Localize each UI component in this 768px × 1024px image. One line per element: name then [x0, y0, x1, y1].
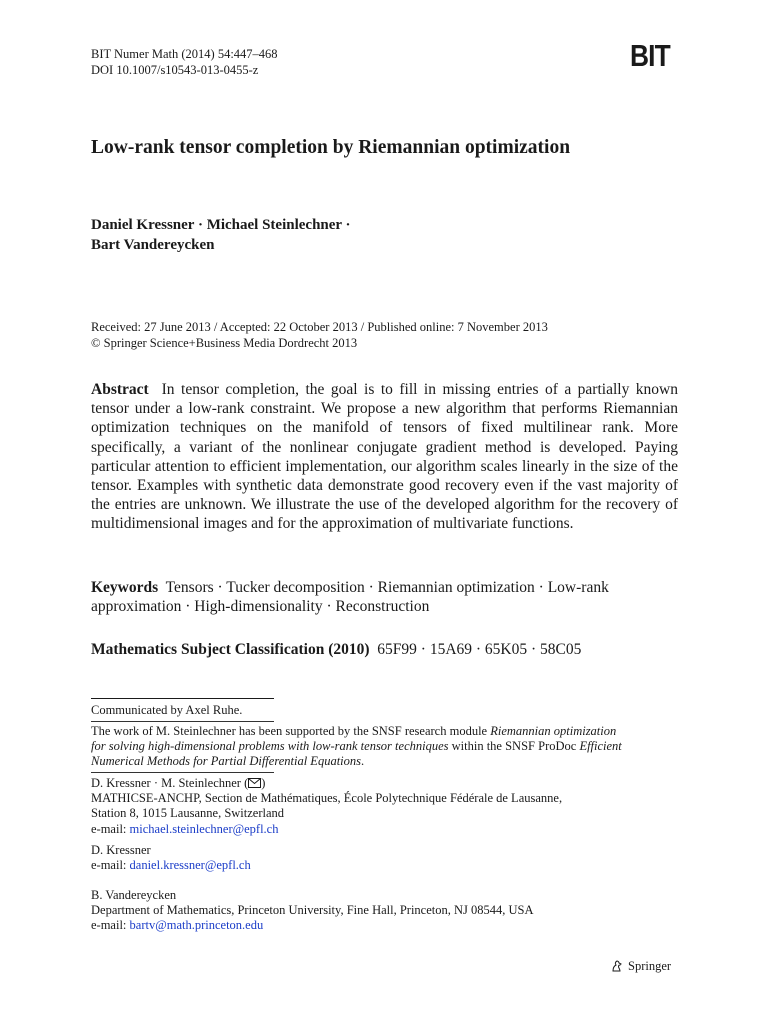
subject-classification	[91, 640, 678, 659]
abstract	[91, 380, 678, 534]
funding-end: .	[361, 754, 365, 769]
affiliation-2	[91, 843, 651, 873]
author-list	[91, 215, 651, 255]
footnote-divider	[91, 721, 274, 722]
affiliation-1	[91, 776, 651, 837]
footnote-divider	[91, 772, 274, 773]
affiliation-1-line-2: Station 8, 1015 Lausanne, Switzerland	[91, 806, 285, 821]
email-link-vandereycken[interactable]: bartv@math.princeton.edu	[129, 918, 264, 933]
communicated-by: Communicated by Axel Ruhe.	[91, 703, 243, 717]
publisher-name: Springer	[628, 959, 672, 973]
funding-module: Riemannian optimization for solving high-dimensional problems with low-rank tensor techniques	[91, 724, 617, 754]
funding-mid: within the SNSF ProDoc	[448, 739, 580, 754]
paper-title: Low-rank tensor completion by Riemannian optimization	[91, 137, 571, 158]
authors-line-2: Bart Vandereycken	[91, 237, 215, 253]
doi: DOI 10.1007/s10543-013-0455-z	[91, 63, 259, 77]
affiliation-3-line-1: Department of Mathematics, Princeton University, Fine Hall, Princeton, NJ 08544, USA	[91, 903, 534, 918]
envelope-icon	[248, 778, 261, 788]
journal-reference: BIT Numer Math (2014) 54:447–468	[91, 47, 278, 61]
springer-horse-icon	[610, 959, 624, 973]
keywords-text: Tensors · Tucker decomposition · Riemannian optimization · Low-rank approximation · High-dimensionality · Reconstruction	[91, 579, 609, 615]
authors-line-1: Daniel Kressner · Michael Steinlechner ·	[91, 217, 351, 233]
footnote-rule	[91, 698, 274, 699]
email-link-steinlechner[interactable]: michael.steinlechner@epfl.ch	[129, 821, 279, 836]
funding-note	[91, 724, 631, 770]
abstract-label: Abstract	[91, 381, 149, 398]
bit-logo: BIT	[630, 38, 670, 73]
received-dates: Received: 27 June 2013 / Accepted: 22 October 2013 / Published online: 7 November 2013	[91, 320, 548, 334]
affiliation-1-names: D. Kressner · M. Steinlechner ( )	[91, 776, 266, 790]
keywords-label: Keywords	[91, 579, 159, 596]
keywords	[91, 578, 678, 616]
msc-codes: 65F99 · 15A69 · 65K05 · 58C05	[377, 641, 582, 658]
abstract-text: In tensor completion, the goal is to fill in missing entries of a partially known tensor under a low-rank constraint. We propose a new algorithm that performs Riemannian optimization techniques on the manifold of tensors of fixed multilinear rank. More specifically, a variant of the nonlinear conjugate gradient method is developed. Paying particular attention to efficient implementation, our algorithm scales linearly in the size of the tensor. Examples with synthetic data demonstrate good recovery even if the vast majority of the entries are unknown. We illustrate the use of the developed algorithm for the recovery of multidimensional images and for the approximation of multivariate functions.	[91, 381, 678, 533]
affiliation-2-email-row: e-mail: daniel.kressner@epfl.ch	[91, 858, 251, 873]
publication-dates	[91, 319, 691, 351]
copyright: © Springer Science+Business Media Dordrecht 2013	[91, 336, 358, 350]
affiliation-2-name: D. Kressner	[91, 843, 151, 857]
affiliation-1-email-row: e-mail: michael.steinlechner@epfl.ch	[91, 821, 279, 836]
msc-label: Mathematics Subject Classification (2010)	[91, 641, 370, 658]
affiliation-3-name: B. Vandereycken	[91, 888, 177, 902]
springer-mark	[610, 958, 671, 974]
affiliation-3	[91, 888, 651, 934]
funding-pre: The work of M. Steinlechner has been supported by the SNSF research module	[91, 724, 491, 738]
journal-header	[91, 46, 278, 78]
affiliation-3-email-row: e-mail: bartv@math.princeton.edu	[91, 918, 264, 933]
funding-prodoc: Efficient Numerical Methods for Partial Differential Equations	[91, 739, 622, 769]
email-link-kressner[interactable]: daniel.kressner@epfl.ch	[129, 858, 251, 873]
affiliation-1-line-1: MATHICSE-ANCHP, Section de Mathématiques, École Polytechnique Fédérale de Lausanne,	[91, 791, 563, 806]
